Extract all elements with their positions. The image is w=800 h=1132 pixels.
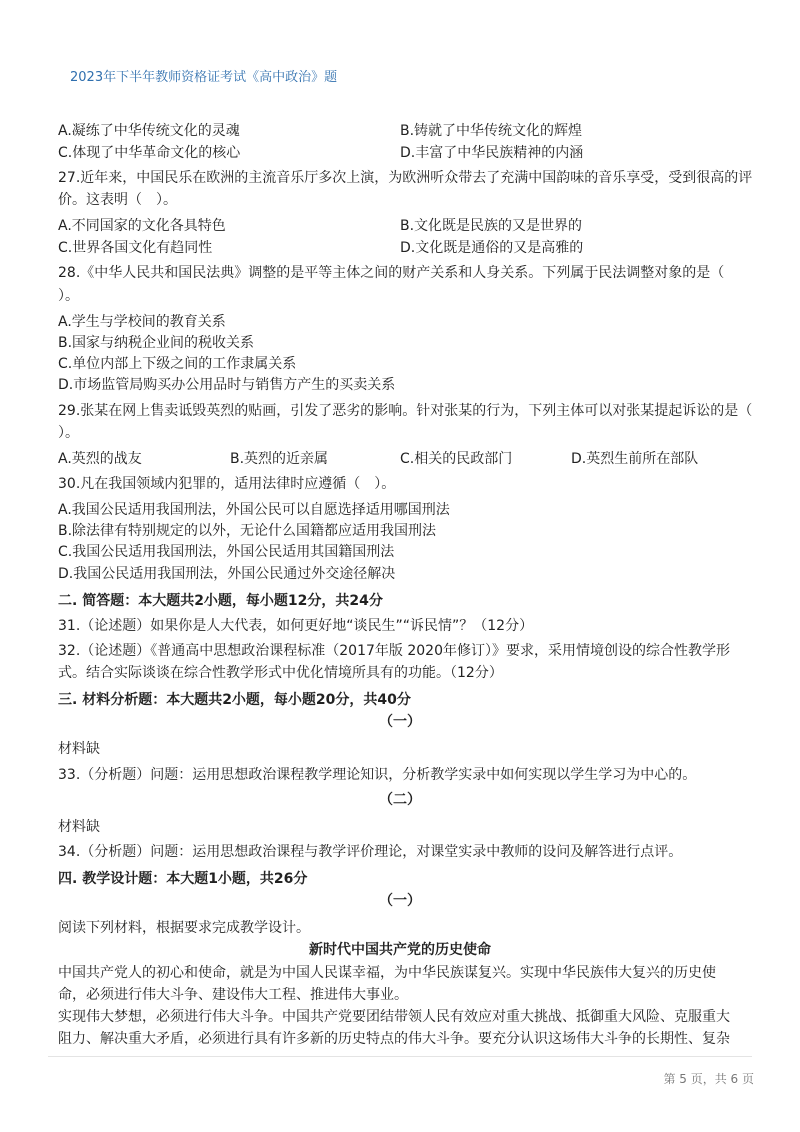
material-missing-1: 材料缺 <box>58 741 100 757</box>
q30-option-a: A.我国公民适用我国刑法，外国公民可以自愿选择适用哪国刑法 <box>58 502 450 518</box>
q29-stem-cont: ）。 <box>58 425 79 441</box>
section-2-heading: 二. 简答题：本大题共2小题，每小题12分，共24分 <box>58 593 383 609</box>
q26-option-a: A.凝练了中华传统文化的灵魂 <box>58 123 240 139</box>
q31-stem: 31.（论述题）如果你是人大代表，如何更好地“谈民生”“诉民情”？（12分） <box>58 618 534 634</box>
q27-option-a: A.不同国家的文化各具特色 <box>58 218 226 234</box>
q29-option-c: C.相关的民政部门 <box>400 451 513 467</box>
q28-option-d: D.市场监管局购买办公用品时与销售方产生的买卖关系 <box>58 377 396 393</box>
q27-stem-cont: 价。这表明（ ）。 <box>58 192 177 208</box>
q27-option-c: C.世界各国文化有趋同性 <box>58 240 213 256</box>
section-3-heading: 三. 材料分析题：本大题共2小题，每小题20分，共40分 <box>58 692 411 708</box>
subsection-one: （一） <box>379 714 421 730</box>
document-header-title: 2023年下半年教师资格证考试《高中政治》题 <box>70 70 338 85</box>
section-4-heading: 四. 教学设计题：本大题1小题，共26分 <box>58 871 308 887</box>
material-paragraph-2-cont: 阻力、解决重大矛盾，必须进行具有许多新的历史特点的伟大斗争。要充分认识这场伟大斗争的长期性、复杂 <box>58 1031 730 1047</box>
material-paragraph-2: 实现伟大梦想，必须进行伟大斗争。中国共产党要团结带领人民有效应对重大挑战、抵御重大风险、克服重大 <box>58 1009 730 1025</box>
q32-stem: 32.（论述题）《普通高中思想政治课程标准（2017年版 2020年修订）》要求，采用情境创设的综合性教学形 <box>58 643 730 659</box>
q29-option-a: A.英烈的战友 <box>58 451 142 467</box>
material-missing-2: 材料缺 <box>58 819 100 835</box>
q30-option-b: B.除法律有特别规定的以外，无论什么国籍都应适用我国刑法 <box>58 523 437 539</box>
material-paragraph-1: 中国共产党人的初心和使命，就是为中国人民谋幸福，为中华民族谋复兴。实现中华民族伟大复兴的历史使 <box>58 965 716 981</box>
q32-stem-cont: 式。结合实际谈谈在综合性教学形式中优化情境所具有的功能。（12分） <box>58 665 503 681</box>
q26-option-d: D.丰富了中华民族精神的内涵 <box>400 145 584 161</box>
q26-option-b: B.铸就了中华传统文化的辉煌 <box>400 123 583 139</box>
q27-option-d: D.文化既是通俗的又是高雅的 <box>400 240 584 256</box>
q30-option-d: D.我国公民适用我国刑法，外国公民通过外交途径解决 <box>58 566 396 582</box>
footer-divider <box>48 1056 752 1057</box>
q26-option-c: C.体现了中华革命文化的核心 <box>58 145 241 161</box>
q29-stem: 29.张某在网上售卖诋毁英烈的贴画，引发了恶劣的影响。针对张某的行为，下列主体可以对张某提起诉讼的是（ <box>58 403 753 419</box>
q27-option-b: B.文化既是民族的又是世界的 <box>400 218 583 234</box>
subsection-two: （二） <box>379 792 421 808</box>
q30-stem: 30.凡在我国领域内犯罪的，适用法律时应遵循（ ）。 <box>58 476 396 492</box>
q28-option-a: A.学生与学校间的教育关系 <box>58 314 226 330</box>
q30-option-c: C.我国公民适用我国刑法，外国公民适用其国籍国刑法 <box>58 544 395 560</box>
material-paragraph-1-cont: 命，必须进行伟大斗争、建设伟大工程、推进伟大事业。 <box>58 987 408 1003</box>
q28-stem: 28.《中华人民共和国民法典》调整的是平等主体之间的财产关系和人身关系。下列属于民法调整对象的是（ <box>58 265 725 281</box>
q34-stem: 34.（分析题）问题：运用思想政治课程与教学评价理论，对课堂实录中教师的设问及解答进行点评。 <box>58 844 683 860</box>
q29-option-b: B.英烈的近亲属 <box>230 451 329 467</box>
q27-stem: 27.近年来，中国民乐在欧洲的主流音乐厅多次上演，为欧洲听众带去了充满中国韵味的音乐享受，受到很高的评 <box>58 170 753 186</box>
q33-stem: 33.（分析题）问题：运用思想政治课程教学理论知识，分析教学实录中如何实现以学生学习为中心的。 <box>58 767 697 783</box>
q28-stem-cont: ）。 <box>58 288 79 304</box>
page-number: 第 5 页，共 6 页 <box>663 1072 754 1086</box>
q28-option-b: B.国家与纳税企业间的税收关系 <box>58 335 255 351</box>
instruction-text: 阅读下列材料，根据要求完成教学设计。 <box>58 920 310 936</box>
subsection-one-b: （一） <box>379 893 421 909</box>
material-title: 新时代中国共产党的历史使命 <box>309 942 491 958</box>
q28-option-c: C.单位内部上下级之间的工作隶属关系 <box>58 356 297 372</box>
q29-option-d: D.英烈生前所在部队 <box>571 451 699 467</box>
